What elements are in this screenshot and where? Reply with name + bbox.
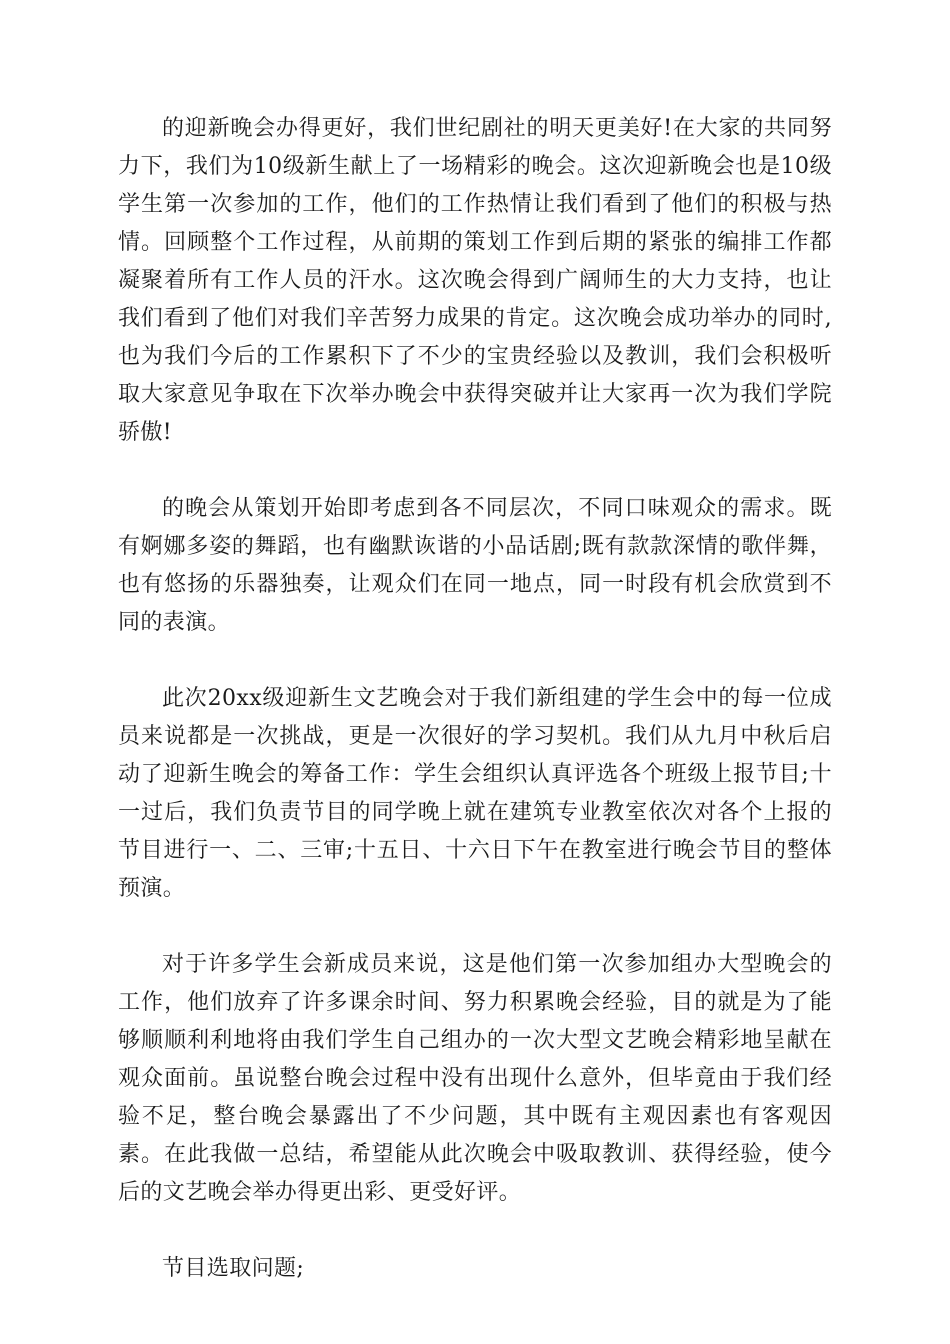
document-body xyxy=(118,110,832,1288)
paragraph-2: 的晚会从策划开始即考虑到各不同层次，不同口味观众的需求。既有婀娜多姿的舞蹈，也有幽默诙谐的小品话剧;既有款款深情的歌伴舞，也有悠扬的乐器独奏，让观众们在同一地点，同一时段有机会欣赏到不同的表演。 xyxy=(118,496,832,635)
paragraph-4: 对于许多学生会新成员来说，这是他们第一次参加组办大型晚会的工作，他们放弃了许多课余时间、努力积累晚会经验，目的就是为了能够顺顺利利地将由我们学生自己组办的一次大型文艺晚会精彩地呈献在观众面前。虽说整台晚会过程中没有出现什么意外，但毕竟由于我们经验不足，整台晚会暴露出了不少问题，其中既有主观因素也有客观因素。在此我做一总结，希望能从此次晚会中吸取教训、获得经验，使今后的文艺晚会举办得更出彩、更受好评。 xyxy=(118,952,832,1205)
paragraph-1: 的迎新晚会办得更好，我们世纪剧社的明天更美好!在大家的共同努力下，我们为10级新生献上了一场精彩的晚会。这次迎新晚会也是10级学生第一次参加的工作，他们的工作热情让我们看到了他们的积极与热情。回顾整个工作过程，从前期的策划工作到后期的紧张的编排工作都凝聚着所有工作人员的汗水。这次晚会得到广阔师生的大力支持，也让我们看到了他们对我们辛苦努力成果的肯定。这次晚会成功举办的同时,也为我们今后的工作累积下了不少的宝贵经验以及教训，我们会积极听取大家意见争取在下次举办晚会中获得突破并让大家再一次为我们学院骄傲! xyxy=(118,116,832,445)
paragraph-3: 此次20xx级迎新生文艺晚会对于我们新组建的学生会中的每一位成员来说都是一次挑战，更是一次很好的学习契机。我们从九月中秋后启动了迎新生晚会的筹备工作：学生会组织认真评选各个班级上报节目;十一过后，我们负责节目的同学晚上就在建筑专业教室依次对各个上报的节目进行一、二、三审;十五日、十六日下午在教室进行晚会节目的整体预演。 xyxy=(118,686,832,901)
paragraph-5: 节目选取问题; xyxy=(162,1256,305,1281)
